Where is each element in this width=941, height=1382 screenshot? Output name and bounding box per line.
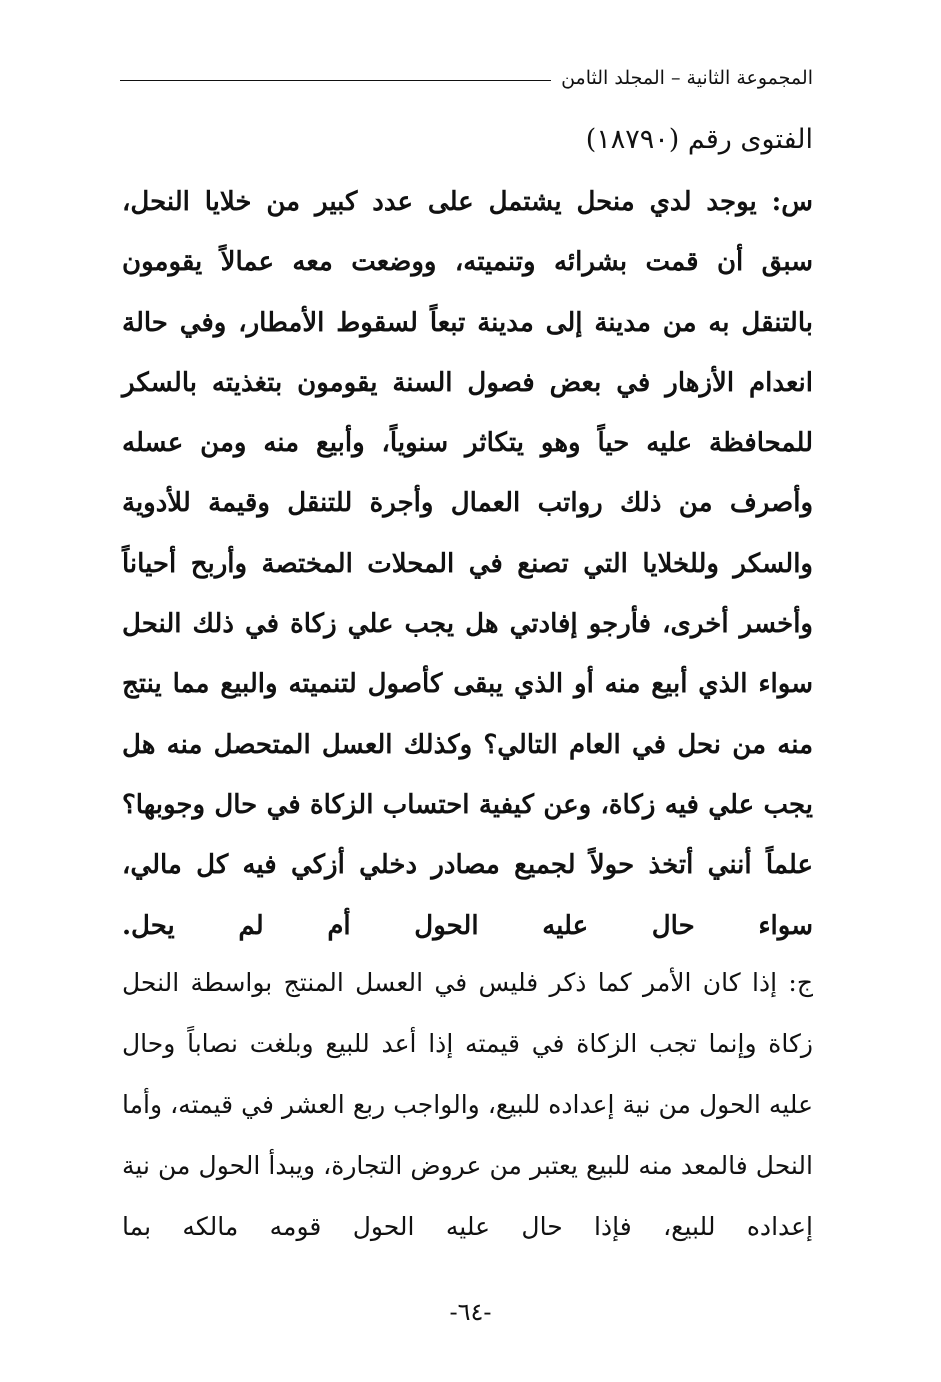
running-title: المجموعة الثانية – المجلد الثامن [561, 67, 813, 89]
header-rule [120, 80, 551, 81]
running-header [120, 58, 813, 98]
answer-text: ج: إذا كان الأمر كما ذكر فليس في العسل المنتج بواسطة النحل زكاة وإنما تجب الزكاة في قيمته إذا أعد للبيع وبلغت نصاباً وحال عليه الحول من نية إعداده للبيع، والواجب ربع العشر في قيمته، وأما النحل فالمعد منه للبيع يعتبر من عروض التجارة، ويبدأ الحول من نية إعداده للبيع، فإذا حال عليه الحول قومه مالكه بما [122, 968, 813, 1241]
question-text: س: يوجد لدي منحل يشتمل على عدد كبير من خلايا النحل، سبق أن قمت بشرائه وتنميته، ووضعت معه عمالاً يقومون بالتنقل به من مدينة إلى مدينة تبعاً لسقوط الأمطار، وفي حالة انعدام الأزهار في بعض فصول السنة يقومون بتغذيته بالسكر للمحافظة عليه حياً وهو يتكاثر سنوياً، وأبيع منه ومن عسله وأصرف من ذلك رواتب العمال وأجرة للتنقل وقيمة للأدوية والسكر وللخلايا التي تصنع في المحلات المختصة وأربح أحياناً وأخسر أخرى، فأرجو إفادتي هل يجب علي زكاة في ذلك النحل سواء الذي أبيع منه أو الذي يبقى كأصول لتنميته والبيع مما ينتج منه من نحل في العام التالي؟ وكذلك العسل المتحصل منه هل يجب علي فيه زكاة، وعن كيفية احتساب الزكاة في حال وجوبها؟ علماً أنني أتخذ حولاً لجميع مصادر دخلي أزكي فيه كل مالي، سواء حال عليه الحول أم لم يحل. [122, 187, 813, 941]
page-number: -٦٤- [449, 1298, 492, 1326]
fatwa-title: الفتوى رقم (١٨٧٩٠) [585, 124, 813, 155]
question-paragraph [122, 172, 813, 956]
answer-paragraph [122, 952, 813, 1257]
